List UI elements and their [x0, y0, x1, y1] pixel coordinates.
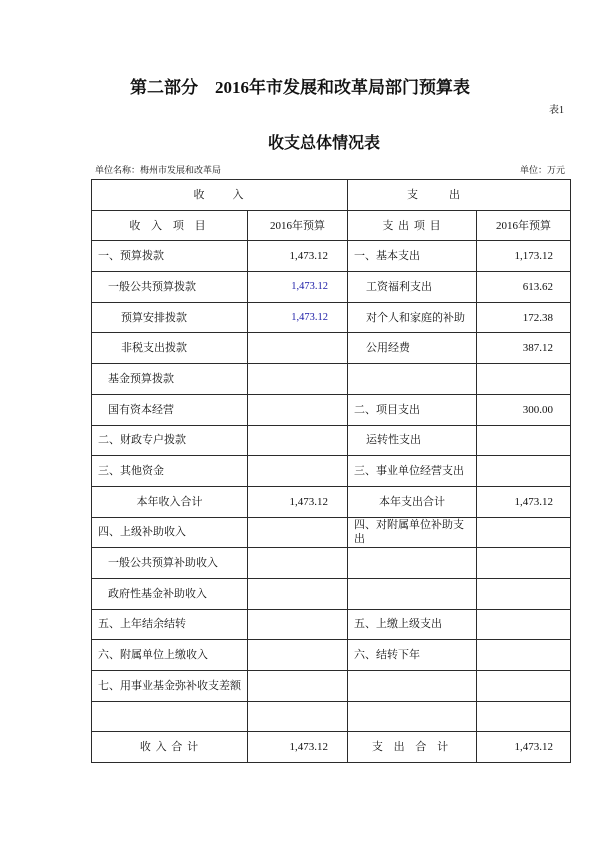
column-header-row: [92, 210, 571, 241]
expense-subtotal-label: 本年支出合计: [348, 486, 477, 517]
expense-item: [348, 701, 477, 732]
income-item: [92, 701, 248, 732]
expense-item: [348, 671, 477, 702]
expense-amount: [477, 671, 571, 702]
expense-subtotal-amount: 1,473.12: [477, 486, 571, 517]
expense-budget-header: 2016年预算: [477, 210, 571, 241]
expense-amount: [477, 701, 571, 732]
income-amount: 1,473.12: [248, 272, 348, 303]
table-title: 收支总体情况表: [267, 135, 380, 152]
income-item-header: 收 入 项 目: [92, 210, 248, 241]
expense-item: 对个人和家庭的补助: [348, 302, 477, 333]
expense-amount: [477, 456, 571, 487]
total-row: [92, 732, 571, 763]
income-amount: 1,473.12: [248, 302, 348, 333]
currency-unit: 单位：万元: [519, 165, 565, 175]
expense-item: 二、项目支出: [348, 394, 477, 425]
expense-item: 三、事业单位经营支出: [348, 456, 477, 487]
income-amount: [248, 671, 348, 702]
income-item: 一、预算拨款: [92, 241, 248, 272]
income-item: 三、其他资金: [92, 456, 248, 487]
table-row: [92, 364, 571, 395]
expense-item: 五、上缴上级支出: [348, 609, 477, 640]
table-row: [92, 302, 571, 333]
expense-amount: [477, 517, 571, 548]
income-amount: [248, 333, 348, 364]
income-amount: [248, 425, 348, 456]
expense-amount: [477, 640, 571, 671]
expense-group-header: 支 出: [348, 180, 571, 211]
income-amount: [248, 456, 348, 487]
income-item: 一般公共预算拨款: [92, 272, 248, 303]
income-item: 五、上年结余结转: [92, 609, 248, 640]
income-subtotal-amount: 1,473.12: [248, 486, 348, 517]
expense-item: [348, 364, 477, 395]
expense-item-header: 支 出 项 目: [348, 210, 477, 241]
budget-table: [91, 179, 571, 763]
page-title: 第二部分 2016年市发展和改革局部门预算表: [130, 78, 470, 97]
table-row: [92, 578, 571, 609]
income-item: 四、上级补助收入: [92, 517, 248, 548]
income-item: 政府性基金补助收入: [92, 578, 248, 609]
expense-amount: 613.62: [477, 272, 571, 303]
income-amount: [248, 517, 348, 548]
table-row: [92, 241, 571, 272]
income-amount: [248, 394, 348, 425]
expense-item: 公用经费: [348, 333, 477, 364]
expense-amount: 172.38: [477, 302, 571, 333]
income-group-header: 收 入: [92, 180, 348, 211]
table-row: [92, 701, 571, 732]
income-budget-header: 2016年预算: [248, 210, 348, 241]
table-row: [92, 609, 571, 640]
table-row: [92, 272, 571, 303]
expense-item: 运转性支出: [348, 425, 477, 456]
expense-item: 一、基本支出: [348, 241, 477, 272]
income-total-amount: 1,473.12: [248, 732, 348, 763]
expense-amount: [477, 548, 571, 579]
expense-amount: [477, 425, 571, 456]
unit-name: 单位名称：梅州市发展和改革局: [95, 165, 222, 175]
expense-item-label: 四、对附属单位补助支出: [354, 519, 464, 546]
expense-item: [348, 517, 477, 548]
group-header-row: [92, 180, 571, 211]
table-row: [92, 425, 571, 456]
expense-amount: 1,173.12: [477, 241, 571, 272]
table-row: [92, 517, 571, 548]
income-item: 七、用事业基金弥补收支差额: [92, 671, 248, 702]
income-amount: [248, 578, 348, 609]
expense-item: [348, 548, 477, 579]
subtotal-row: [92, 486, 571, 517]
income-amount: 1,473.12: [248, 241, 348, 272]
income-total-label: 收 入 合 计: [92, 732, 248, 763]
expense-item: 六、结转下年: [348, 640, 477, 671]
table-row: [92, 394, 571, 425]
table-row: [92, 333, 571, 364]
income-amount: [248, 364, 348, 395]
income-amount: [248, 548, 348, 579]
expense-total-amount: 1,473.12: [477, 732, 571, 763]
table-row: [92, 640, 571, 671]
income-item: 二、财政专户拨款: [92, 425, 248, 456]
expense-amount: 300.00: [477, 394, 571, 425]
table-number: 表1: [549, 105, 564, 116]
expense-item: 工资福利支出: [348, 272, 477, 303]
income-amount: [248, 701, 348, 732]
income-item: 非税支出拨款: [92, 333, 248, 364]
expense-amount: [477, 578, 571, 609]
expense-amount: [477, 609, 571, 640]
income-item: 国有资本经营: [92, 394, 248, 425]
expense-total-label: 支 出 合 计: [348, 732, 477, 763]
income-item: 一般公共预算补助收入: [92, 548, 248, 579]
expense-amount: [477, 364, 571, 395]
table-row: [92, 548, 571, 579]
income-amount: [248, 640, 348, 671]
income-item: 预算安排拨款: [92, 302, 248, 333]
table-row: [92, 671, 571, 702]
income-item: 基金预算拨款: [92, 364, 248, 395]
income-subtotal-label: 本年收入合计: [92, 486, 248, 517]
expense-amount: 387.12: [477, 333, 571, 364]
expense-item: [348, 578, 477, 609]
table-row: [92, 456, 571, 487]
income-item: 六、附属单位上缴收入: [92, 640, 248, 671]
income-amount: [248, 609, 348, 640]
